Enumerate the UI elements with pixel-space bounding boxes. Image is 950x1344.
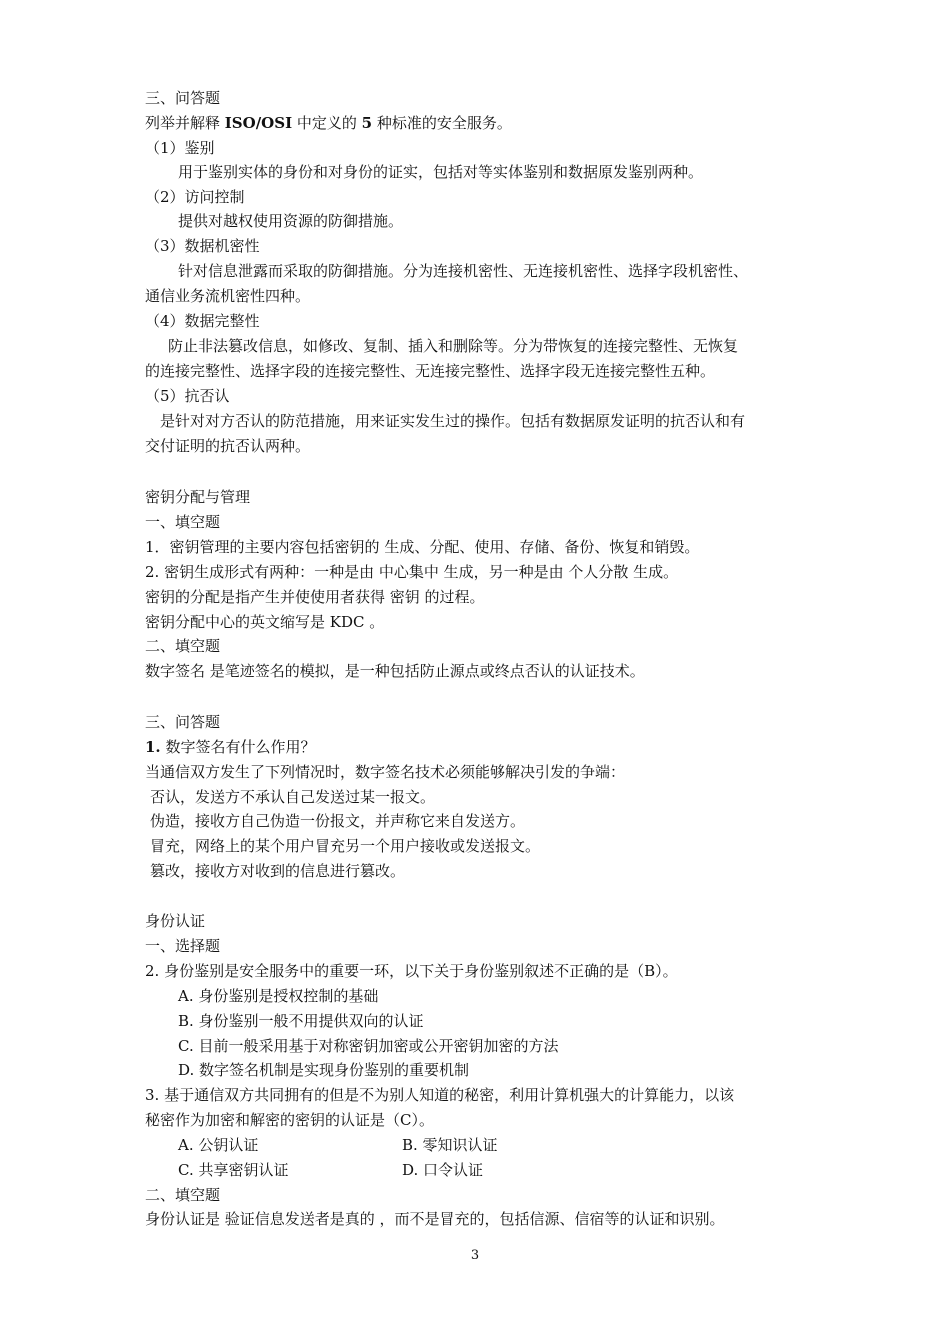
- item-title: （5）抗否认: [145, 387, 230, 405]
- item-title: （2）访问控制: [145, 188, 245, 206]
- section-heading: 二、填空题: [145, 637, 221, 655]
- question-line: 列举并解释 ISO/OSI 中定义的 5 种标准的安全服务。: [145, 114, 512, 132]
- item-body: 的连接完整性、选择字段的连接完整性、无连接完整性、选择字段无连接完整性五种。: [145, 362, 716, 380]
- item-body: 防止非法篡改信息，如修改、复制、插入和删除等。分为带恢复的连接完整性、无恢复: [168, 337, 739, 355]
- section-title: 密钥分配与管理: [145, 488, 251, 506]
- item-body: 针对信息泄露而采取的防御措施。分为连接机密性、无连接机密性、选择字段机密性、: [178, 262, 749, 280]
- fill-line: 数字签名 是笔迹签名的模拟，是一种包括防止源点或终点否认的认证技术。: [145, 662, 645, 680]
- section-title: 身份认证: [145, 912, 206, 930]
- item-title: （3）数据机密性: [145, 237, 260, 255]
- answer-line: 篡改，接收方对收到的信息进行篡改。: [150, 862, 406, 880]
- section-heading: 三、问答题: [145, 89, 221, 107]
- option-c: C. 共享密钥认证: [178, 1161, 289, 1179]
- option-d: D. 数字签名机制是实现身份鉴别的重要机制: [178, 1061, 470, 1079]
- question-line: 2. 身份鉴别是安全服务中的重要一环，以下关于身份鉴别叙述不正确的是（B）。: [145, 962, 678, 980]
- question-line: 秘密作为加密和解密的密钥的认证是（C）。: [145, 1111, 434, 1129]
- item-title: （1）鉴别: [145, 139, 215, 157]
- section-heading: 三、问答题: [145, 713, 221, 731]
- option-b: B. 身份鉴别一般不用提供双向的认证: [178, 1012, 424, 1030]
- option-c: C. 目前一般采用基于对称密钥加密或公开密钥加密的方法: [178, 1037, 559, 1055]
- fill-line: 1．密钥管理的主要内容包括密钥的 生成、分配、使用、存储、备份、恢复和销毁。: [145, 538, 700, 556]
- question-line: 1. 数字签名有什么作用？: [145, 738, 316, 756]
- fill-line: 密钥分配中心的英文缩写是 KDC 。: [145, 613, 385, 631]
- option-b: B. 零知识认证: [402, 1136, 498, 1154]
- item-body: 提供对越权使用资源的防御措施。: [178, 212, 404, 230]
- item-body: 通信业务流机密性四种。: [145, 287, 311, 305]
- fill-line: 密钥的分配是指产生并使使用者获得 密钥 的过程。: [145, 588, 485, 606]
- question-line: 3. 基于通信双方共同拥有的但是不为别人知道的秘密，利用计算机强大的计算能力，以该: [145, 1086, 735, 1104]
- answer-line: 伪造，接收方自己伪造一份报文，并声称它来自发送方。: [150, 812, 526, 830]
- answer-line: 否认，发送方不承认自己发送过某一报文。: [150, 788, 436, 806]
- fill-line: 2. 密钥生成形式有两种：一种是由 中心集中 生成，另一种是由 个人分散 生成。: [145, 563, 679, 581]
- option-a: A. 身份鉴别是授权控制的基础: [178, 987, 379, 1005]
- section-heading: 二、填空题: [145, 1186, 221, 1204]
- section-heading: 一、填空题: [145, 513, 221, 531]
- item-title: （4）数据完整性: [145, 312, 260, 330]
- answer-line: 当通信双方发生了下列情况时，数字签名技术必须能够解决引发的争端：: [145, 763, 626, 781]
- option-d: D. 口令认证: [402, 1161, 484, 1179]
- answer-line: 冒充，网络上的某个用户冒充另一个用户接收或发送报文。: [150, 837, 541, 855]
- section-heading: 一、选择题: [145, 937, 221, 955]
- option-a: A. 公钥认证: [178, 1136, 259, 1154]
- item-body: 是针对对方否认的防范措施，用来证实发生过的操作。包括有数据原发证明的抗否认和有: [160, 412, 746, 430]
- item-body: 用于鉴别实体的身份和对身份的证实，包括对等实体鉴别和数据原发鉴别两种。: [178, 163, 704, 181]
- page-number: 3: [470, 1248, 480, 1263]
- item-body: 交付证明的抗否认两种。: [145, 437, 311, 455]
- fill-line: 身份认证是 验证信息发送者是真的 ，而不是冒充的，包括信源、信宿等的认证和识别。: [145, 1210, 725, 1228]
